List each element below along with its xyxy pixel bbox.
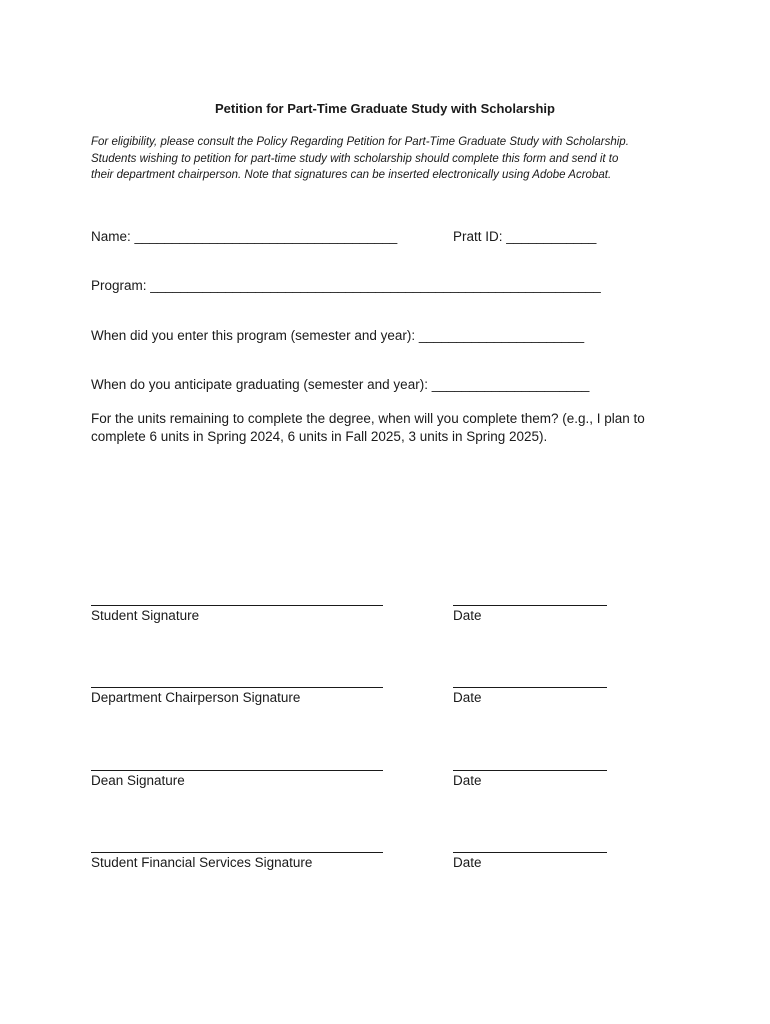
program-field[interactable]: Program: ____________________________________________________________ — [91, 278, 601, 293]
intro-line: Students wishing to petition for part-time study with scholarship should complete this form and send it to — [91, 152, 619, 165]
name-field[interactable]: Name: ___________________________________ — [91, 229, 398, 244]
student-signature-label: Student Signature — [91, 608, 200, 623]
graduation-field[interactable]: When do you anticipate graduating (semester and year): _____________________ — [91, 377, 590, 392]
units-question — [91, 410, 711, 446]
chairperson-date-label: Date — [453, 690, 482, 705]
financial-services-date-line[interactable] — [453, 852, 607, 853]
document-title: Petition for Part-Time Graduate Study with Scholarship — [215, 101, 555, 116]
financial-services-signature-line[interactable] — [91, 852, 383, 853]
dean-signature-label: Dean Signature — [91, 773, 185, 788]
financial-services-date-label: Date — [453, 855, 482, 870]
chairperson-date-line[interactable] — [453, 687, 607, 688]
entered-program-field[interactable]: When did you enter this program (semester and year): ______________________ — [91, 328, 585, 343]
student-date-label: Date — [453, 608, 482, 623]
units-question-line: For the units remaining to complete the degree, when will you complete them? (e.g., I plan to — [91, 411, 645, 426]
pratt-id-field[interactable]: Pratt ID: ____________ — [453, 229, 597, 244]
financial-services-signature-label: Student Financial Services Signature — [91, 855, 313, 870]
dean-signature-line[interactable] — [91, 770, 383, 771]
student-signature-line[interactable] — [91, 605, 383, 606]
dean-date-label: Date — [453, 773, 482, 788]
chairperson-signature-label: Department Chairperson Signature — [91, 690, 301, 705]
student-date-line[interactable] — [453, 605, 607, 606]
intro-line: For eligibility, please consult the Policy Regarding Petition for Part-Time Graduate Study with Scholarship. — [91, 136, 629, 148]
chairperson-signature-line[interactable] — [91, 687, 383, 688]
intro-paragraph — [91, 134, 711, 184]
units-question-line: complete 6 units in Spring 2024, 6 units in Fall 2025, 3 units in Spring 2025). — [91, 429, 548, 444]
intro-line: their department chairperson. Note that signatures can be inserted electronically using Adobe Acrobat. — [91, 169, 612, 181]
dean-date-line[interactable] — [453, 770, 607, 771]
